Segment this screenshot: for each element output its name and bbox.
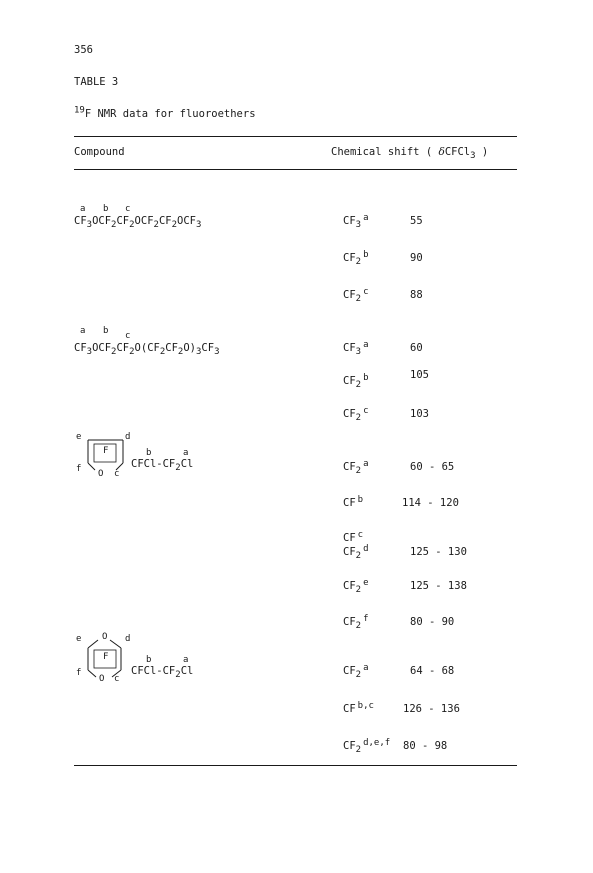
shift-group [343, 700, 374, 715]
ring-label-F: F [103, 652, 109, 662]
shift-site-label: d [363, 543, 369, 554]
caption-text: F NMR data for fluoroethers [84, 108, 256, 120]
shift-group-symbol: CF [343, 375, 356, 387]
header-shift-suffix: ) [481, 146, 489, 158]
formula-subscript: 2 [175, 463, 181, 474]
shift-group-subscript: 2 [355, 745, 362, 756]
site-label: b [146, 448, 152, 458]
shift-group [343, 577, 369, 596]
site-label: c [125, 204, 131, 214]
site-label: a [80, 326, 86, 336]
shift-group [343, 662, 369, 681]
header-ref-sub: 3 [470, 151, 476, 162]
shift-value: 88 [410, 289, 423, 301]
page-number: 356 [74, 44, 93, 56]
shift-group-subscript: 2 [355, 257, 362, 268]
shift-group-subscript: 2 [355, 551, 362, 562]
site-label: a [183, 655, 189, 665]
formula-text: CF [116, 215, 130, 227]
shift-group-symbol: CF [343, 215, 356, 227]
caption-superscript: 19 [74, 105, 85, 116]
shift-group-symbol: CF [343, 252, 356, 264]
shift-group-symbol: CF [343, 740, 356, 752]
ring-bond [88, 670, 96, 677]
ring-label-f: f [76, 464, 82, 474]
shift-site-label: d,e,f [363, 737, 391, 748]
shift-group-symbol: CF [343, 461, 356, 473]
shift-group-symbol: CF [343, 532, 356, 544]
shift-value: 125 - 130 [410, 546, 467, 558]
site-label: a [80, 204, 86, 214]
shift-value: 80 - 98 [403, 740, 448, 752]
shift-value: 80 - 90 [410, 616, 455, 628]
site-label: b [103, 326, 109, 336]
shift-value: 60 [410, 342, 423, 354]
shift-site-label: f [363, 613, 369, 624]
top-rule [74, 136, 517, 137]
header-chemical-shift [331, 146, 489, 162]
ring-label-e: e [76, 432, 82, 442]
ring-bond [110, 640, 121, 648]
formula-text: O(CF [134, 342, 160, 354]
ring-oxygen: O [98, 469, 104, 479]
ring-oxygen-bottom: O [99, 674, 105, 684]
formula-text: CFCl-CF [131, 665, 176, 677]
formula-text: CF [74, 215, 87, 227]
ring-bond [88, 463, 95, 470]
formula-text: OCF [134, 215, 154, 227]
shift-group-symbol: CF [343, 580, 356, 592]
shift-group-subscript: 2 [355, 294, 362, 305]
shift-site-label: b [363, 249, 369, 260]
shift-group-subscript: 2 [355, 466, 362, 477]
shift-group-symbol: CF [343, 665, 356, 677]
formula-subscript: 2 [129, 347, 135, 358]
shift-group-symbol: CF [343, 342, 356, 354]
site-label: a [183, 448, 189, 458]
formula-text: OCF [92, 342, 112, 354]
formula-subscript: 2 [153, 220, 159, 231]
formula-subscript: 2 [111, 347, 117, 358]
formula-text: OCF [92, 215, 112, 227]
formula-text: Cl [180, 458, 194, 470]
header-rule [74, 169, 517, 170]
shift-group [343, 529, 364, 544]
shift-group [343, 339, 369, 358]
shift-value: 55 [410, 215, 423, 227]
formula-subscript: 2 [171, 220, 178, 231]
shift-group-subscript: 3 [355, 220, 362, 231]
shift-group [343, 212, 369, 231]
shift-site-label: a [363, 339, 369, 350]
formula-subscript: 2 [129, 220, 135, 231]
bottom-rule [74, 765, 517, 766]
formula-subscript: 2 [111, 220, 117, 231]
site-label: b [103, 204, 109, 214]
ring-label-F: F [103, 446, 109, 456]
shift-group [343, 286, 369, 305]
shift-site-label: b [363, 372, 369, 383]
shift-site-label: a [363, 212, 369, 223]
compound-2-formula [74, 342, 220, 358]
shift-site-label: e [363, 577, 369, 588]
site-label: b [146, 655, 152, 665]
shift-value: 114 - 120 [402, 497, 459, 509]
formula-text: CF [201, 342, 215, 354]
formula-subscript: 3 [196, 347, 202, 358]
shift-group [343, 249, 369, 268]
ring-label-e: e [76, 634, 82, 644]
formula-text: CF [158, 215, 172, 227]
formula-text: CF [74, 342, 87, 354]
compound-1-formula [74, 215, 202, 231]
shift-value: 125 - 138 [410, 580, 467, 592]
table-caption [74, 105, 256, 120]
shift-group-subscript: 2 [355, 380, 362, 391]
header-shift-prefix: Chemical shift ( [331, 146, 433, 158]
shift-group [343, 405, 369, 424]
shift-group [343, 613, 369, 632]
formula-subscript: 3 [214, 347, 220, 358]
ring-label-d: d [125, 432, 131, 442]
shift-group-subscript: 2 [355, 413, 362, 424]
shift-value: 103 [410, 408, 429, 420]
shift-group-symbol: CF [343, 703, 356, 715]
shift-site-label: a [363, 662, 369, 673]
shift-group-subscript: 2 [355, 585, 362, 596]
shift-group-symbol: CF [343, 546, 356, 558]
shift-group-symbol: CF [343, 408, 356, 420]
formula-subscript: 3 [86, 347, 93, 358]
shift-site-label: b [357, 494, 364, 505]
shift-group-symbol: CF [343, 616, 356, 628]
shift-group-subscript: 2 [355, 621, 362, 632]
shift-group [343, 458, 369, 477]
shift-site-label: c [357, 529, 364, 540]
shift-value: 105 [410, 369, 429, 381]
formula-subscript: 2 [177, 347, 184, 358]
formula-subscript: 2 [175, 670, 181, 681]
ring-label-c: c [114, 469, 120, 479]
shift-site-label: a [363, 458, 369, 469]
compound-3-chain [131, 458, 194, 474]
shift-group-symbol: CF [343, 289, 356, 301]
ring-bond [88, 640, 98, 648]
ring-label-d: d [125, 634, 131, 644]
shift-value: 60 - 65 [410, 461, 455, 473]
formula-text: CF [165, 342, 178, 354]
formula-text: OCF [177, 215, 196, 227]
shift-value: 126 - 136 [403, 703, 460, 715]
table-label: TABLE 3 [74, 76, 119, 88]
shift-value: 90 [410, 252, 423, 264]
formula-text: O) [183, 342, 196, 354]
shift-group [343, 494, 364, 509]
shift-site-label: b,c [357, 700, 374, 711]
ring-label-c: c [114, 674, 120, 684]
formula-text: CF [116, 342, 130, 354]
shift-group-subscript: 3 [355, 347, 362, 358]
formula-text: Cl [180, 665, 194, 677]
shift-value: 64 - 68 [410, 665, 455, 677]
site-label: c [125, 331, 131, 341]
shift-group-subscript: 2 [355, 670, 362, 681]
formula-subscript: 3 [195, 220, 202, 231]
shift-group [343, 543, 369, 562]
shift-site-label: c [363, 405, 369, 416]
header-compound: Compound [74, 146, 125, 158]
header-delta: δ [438, 146, 445, 158]
formula-subscript: 3 [86, 220, 93, 231]
shift-group-symbol: CF [343, 497, 356, 509]
ring-label-f: f [76, 668, 82, 678]
shift-group [343, 372, 369, 391]
ring-oxygen-top: O [102, 632, 108, 642]
shift-site-label: c [363, 286, 369, 297]
formula-subscript: 2 [159, 347, 166, 358]
compound-4-chain [131, 665, 194, 681]
formula-text: CFCl-CF [131, 458, 176, 470]
header-ref: CFCl [444, 146, 471, 158]
shift-group [343, 737, 391, 756]
